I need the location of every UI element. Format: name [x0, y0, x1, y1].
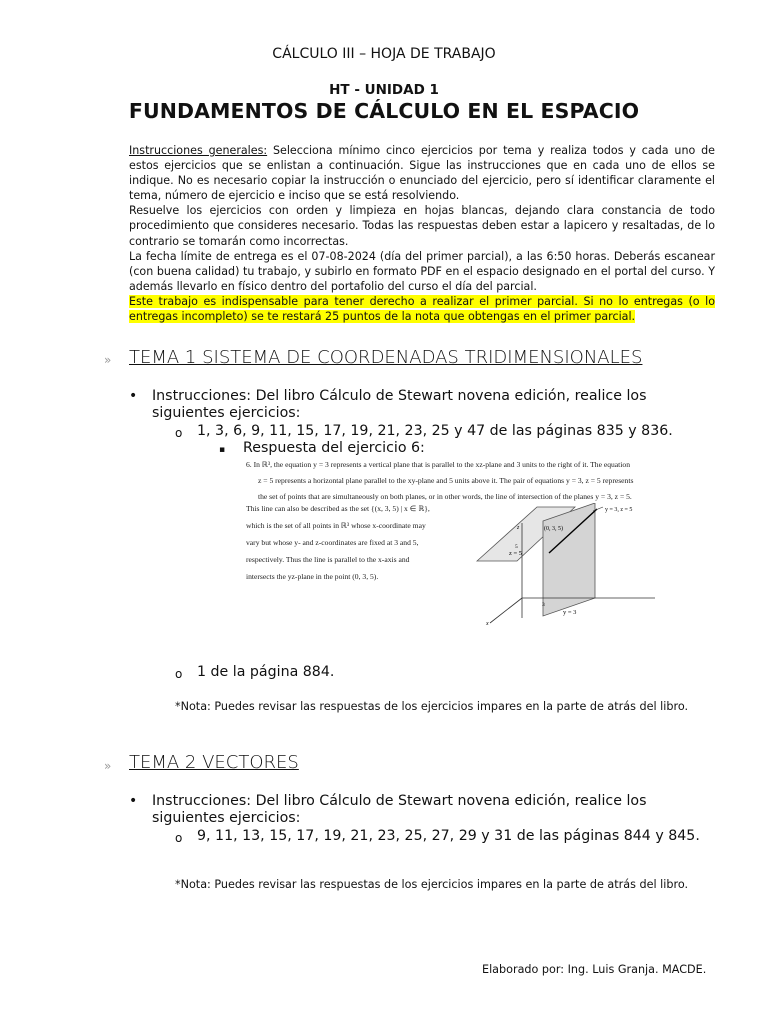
planes-diagram	[465, 503, 680, 663]
instructions-paragraph-2: Resuelve los ejercicios con orden y limpieza en hojas blancas, dejando clara constancia de todo procedimiento que consideres necesario. Todas las respuestas deben estar a lapicero y resaltadas, de lo contrario se tomarán como incorrectas.	[129, 204, 715, 248]
tema2-instruction: Instrucciones: Del libro Cálculo de Stewart novena edición, realice los siguientes ejercicios:	[152, 793, 647, 826]
label-z5: z = 5	[509, 550, 523, 557]
tema1-note: *Nota: Puedes revisar las respuestas de los ejercicios impares en la parte de atrás del libro.	[175, 700, 689, 713]
circle-bullet-icon: o	[175, 667, 183, 681]
x-axis	[490, 598, 522, 623]
label-line: y = 3, z = 5	[605, 507, 633, 513]
tema1-exercise-list: 1, 3, 6, 9, 11, 15, 17, 19, 21, 23, 25 y 47 de las páginas 835 y 836.	[197, 423, 673, 439]
unit-label: HT - UNIDAD 1	[329, 82, 439, 98]
instructions-paragraph-3: La fecha límite de entrega es el 07-08-2024 (día del primer parcial), a las 6:50 horas. Deberás escanear (con buena calidad) tu trabajo, y subirlo en formato PDF en el espacio designado en el portal del curso. Y además llevarlo en físico dentro del portafolio del curso el día del parcial.	[129, 249, 715, 293]
tema2-title: TEMA 2 VECTORES	[129, 752, 299, 773]
tema2-note: *Nota: Puedes revisar las respuestas de los ejercicios impares en la parte de atrás del libro.	[175, 878, 689, 891]
tema1-exercise-list-2: 1 de la página 884.	[197, 664, 335, 680]
exercise6-line-1: 6. In ℝ³, the equation y = 3 represents a vertical plane that is parallel to the xz-plane and 3 units to the right of it. The equation	[246, 460, 630, 469]
exercise6-line-7: respectively. Thus the line is parallel to the x-axis and	[246, 555, 410, 564]
course-header: CÁLCULO III – HOJA DE TRABAJO	[272, 46, 496, 62]
exercise6-line-5: which is the set of all points in ℝ³ whose x-coordinate may	[246, 521, 426, 530]
label-axis-z: z	[517, 525, 520, 531]
highlighted-warning: Este trabajo es indispensable para tener derecho a realizar el primer parcial. Si no lo entregas (o lo entregas incompleto) se te restará 25 puntos de la nota que obtengas en el primer parcial.	[129, 294, 715, 324]
instructions-paragraph-1	[129, 143, 715, 203]
answer-label: Respuesta del ejercicio 6:	[243, 440, 425, 456]
tema1-title: TEMA 1 SISTEMA DE COORDENADAS TRIDIMENSIONALES	[129, 347, 643, 368]
chevron-icon: »	[104, 353, 112, 367]
instructions-text-1: Selecciona mínimo cinco ejercicios por tema y realiza todos y cada uno de estos ejercicios que se enlistan a continuación. Sigue las instrucciones que en cada uno de ellos se indique. No es necesario copiar la instrucción o enunciado del ejercicio, pero sí identificar claramente el tema, número de ejercicio e inciso que se está resolviendo.	[129, 144, 715, 203]
bullet-icon: •	[129, 793, 138, 809]
circle-bullet-icon: o	[175, 831, 183, 845]
tema2-exercise-list: 9, 11, 13, 15, 17, 19, 21, 23, 25, 27, 29 y 31 de las páginas 844 y 845.	[197, 828, 700, 844]
label-tick-5: 5	[515, 544, 518, 550]
bullet-icon: •	[129, 388, 138, 404]
page-title: FUNDAMENTOS DE CÁLCULO EN EL ESPACIO	[128, 99, 640, 123]
plane-y3	[543, 503, 595, 616]
exercise6-line-8: intersects the yz-plane in the point (0, 3, 5).	[246, 572, 379, 581]
label-tick-3: 3	[542, 602, 545, 608]
chevron-icon: »	[104, 759, 112, 773]
exercise6-line-3: the set of points that are simultaneously on both planes, or in other words, the line of intersection of the planes y = 3, z = 5.	[258, 492, 632, 501]
author-footer: Elaborado por: Ing. Luis Granja. MACDE.	[482, 963, 707, 976]
instructions-paragraph-4	[129, 294, 715, 324]
exercise6-line-6: vary but whose y- and z-coordinates are fixed at 3 and 5,	[246, 538, 419, 547]
square-bullet-icon: ▪	[219, 445, 226, 455]
tema1-instruction: Instrucciones: Del libro Cálculo de Stewart novena edición, realice los siguientes ejercicios:	[152, 388, 647, 421]
general-instructions	[129, 143, 715, 324]
exercise6-figure	[240, 458, 680, 663]
label-y3: y = 3	[563, 609, 577, 616]
label-axis-x: x	[486, 621, 489, 627]
instructions-label: Instrucciones generales:	[129, 144, 268, 157]
exercise6-line-2: z = 5 represents a horizontal plane parallel to the xy-plane and 5 units above it. The pair of equations y = 3, z = 5 represents	[258, 476, 634, 485]
exercise6-line-4: This line can also be described as the set {(x, 3, 5) | x ∈ ℝ},	[246, 504, 430, 513]
label-point: (0, 3, 5)	[544, 526, 563, 532]
circle-bullet-icon: o	[175, 426, 183, 440]
